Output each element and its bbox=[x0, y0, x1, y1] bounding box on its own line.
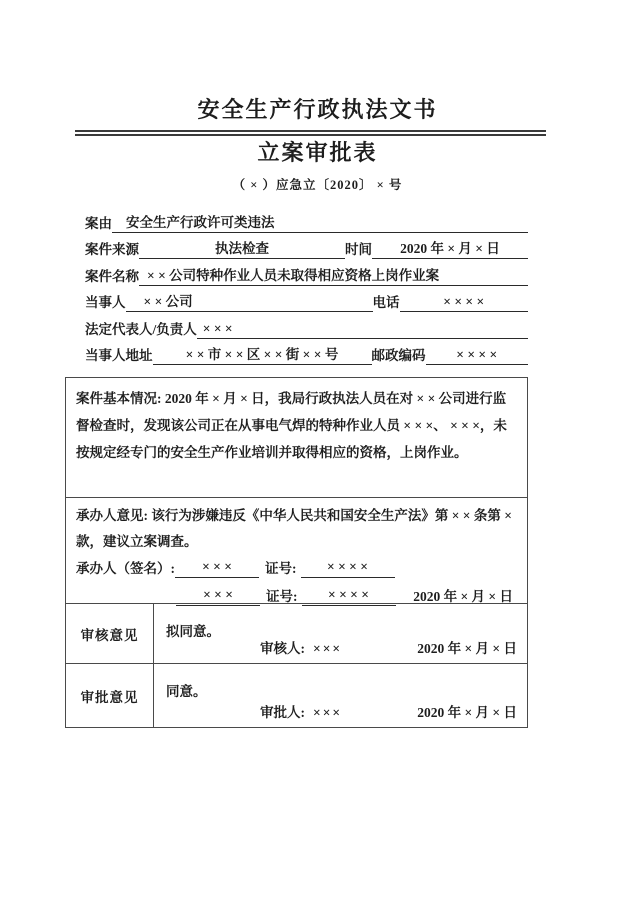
approval-row bbox=[66, 664, 527, 727]
review-opinion: 拟同意。 bbox=[166, 624, 220, 639]
field-row-legal-rep bbox=[85, 312, 528, 339]
basic-info-text: 案件基本情况: 2020 年 × 月 × 日，我局行政执法人员在对 × × 公司进行监督检查时，发现该公司正在从事电气焊的特种作业人员 × × ×、 × × ×，未按规定经专门的安全生产作业培训并取得相应的资格，上岗作业。 bbox=[76, 391, 507, 460]
party-address-value: × × 市 × × 区 × × 街 × × 号 bbox=[153, 343, 372, 365]
undertaker-opinion-text: 承办人意见: 该行为涉嫌违反《中华人民共和国安全生产法》第 × × 条第 × 款，建议立案调查。 bbox=[76, 508, 512, 549]
basic-info-cell bbox=[66, 378, 527, 498]
cert-label-1: 证号: bbox=[265, 561, 297, 576]
case-cause-value: 安全生产行政许可类违法 bbox=[112, 211, 528, 233]
review-sign-row bbox=[154, 637, 527, 657]
approval-sign-row bbox=[154, 701, 527, 721]
field-row-party bbox=[85, 286, 528, 313]
approval-label: 审批意见 bbox=[66, 664, 154, 727]
undertaker-sign-line-2 bbox=[76, 585, 517, 606]
undertaker-sign-line-1 bbox=[76, 557, 517, 578]
form-title: 立案审批表 bbox=[257, 140, 378, 165]
postal-code-value: × × × × bbox=[426, 347, 529, 365]
case-name-value: × × 公司特种作业人员未取得相应资格上岗作业案 bbox=[139, 264, 528, 286]
field-row-case-source bbox=[85, 233, 528, 260]
time-label: 时间 bbox=[345, 242, 372, 257]
party-value: × × 公司 bbox=[126, 290, 373, 312]
undertaker-date: 2020 年 × 月 × 日 bbox=[413, 589, 513, 604]
fields-section bbox=[85, 206, 528, 365]
time-value: 2020 年 × 月 × 日 bbox=[372, 237, 528, 259]
undertaker-opinion-cell bbox=[66, 498, 527, 604]
review-signer-label: 审核人: bbox=[260, 641, 305, 656]
approval-date: 2020 年 × 月 × 日 bbox=[417, 705, 517, 720]
approval-signer-label: 审批人: bbox=[260, 705, 305, 720]
review-signer-name: ××× bbox=[313, 641, 343, 656]
cert-label-2: 证号: bbox=[266, 589, 298, 604]
review-label: 审核意见 bbox=[66, 604, 154, 663]
undertaker-cert-1: × × × × bbox=[301, 557, 395, 578]
case-name-label: 案件名称 bbox=[85, 268, 139, 284]
double-rule-divider bbox=[75, 130, 546, 136]
undertaker-name-2: × × × bbox=[176, 585, 260, 606]
undertaker-cert-2: × × × × bbox=[302, 585, 396, 606]
case-source-label: 案件来源 bbox=[85, 242, 139, 257]
phone-value: × × × × bbox=[400, 294, 529, 312]
approval-opinion: 同意。 bbox=[166, 684, 207, 699]
review-row bbox=[66, 604, 527, 664]
phone-label: 电话 bbox=[372, 295, 400, 310]
doc-type-title: 安全生产行政执法文书 bbox=[197, 97, 438, 122]
case-table bbox=[65, 377, 528, 728]
legal-rep-value: × × × bbox=[197, 321, 528, 339]
field-row-case-name bbox=[85, 259, 528, 286]
approval-signer-name: ××× bbox=[313, 705, 343, 720]
case-source-value: 执法检查 bbox=[139, 237, 345, 259]
party-address-label: 当事人地址 bbox=[85, 348, 153, 363]
doc-number: （ × ）应急立〔2020〕 × 号 bbox=[232, 178, 403, 192]
approval-content-cell bbox=[154, 664, 527, 727]
case-cause-label: 案由 bbox=[85, 215, 112, 231]
review-date: 2020 年 × 月 × 日 bbox=[417, 641, 517, 656]
field-row-party-address bbox=[85, 339, 528, 366]
undertaker-name-1: × × × bbox=[175, 557, 259, 578]
review-content-cell bbox=[154, 604, 527, 663]
legal-rep-label: 法定代表人/负责人 bbox=[85, 321, 197, 337]
undertaker-sign-label: 承办人（签名）: bbox=[76, 561, 175, 576]
party-label: 当事人 bbox=[85, 295, 126, 310]
field-row-case-cause bbox=[85, 206, 528, 233]
postal-code-label: 邮政编码 bbox=[371, 348, 426, 363]
